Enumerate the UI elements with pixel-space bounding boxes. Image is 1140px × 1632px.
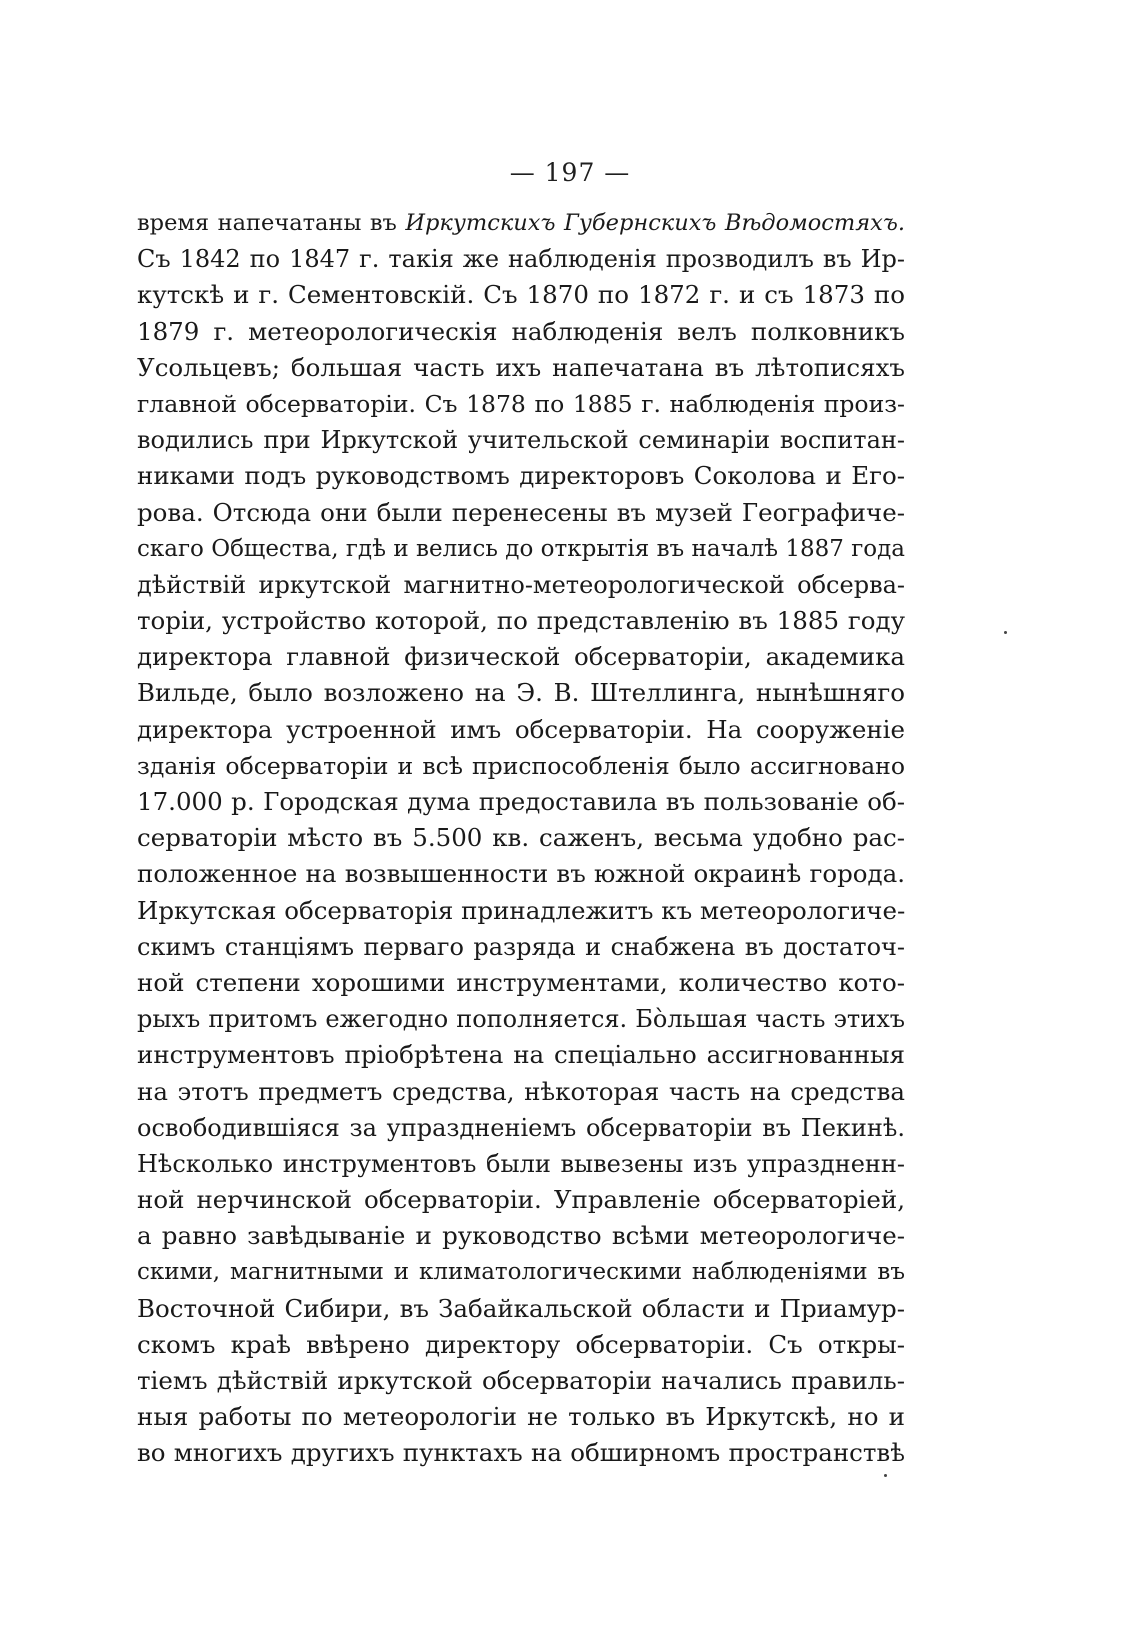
text-line: скимъ станціямъ перваго разряда и снабжена въ достаточ- — [137, 932, 905, 961]
text-line: директора устроенной имъ обсерваторіи. На сооруженіе — [137, 714, 905, 744]
text-line: зданія обсерваторіи и всѣ приспособленія было ассигновано — [137, 751, 905, 780]
text-line: водились при Иркутской учительской семинаріи воспитан- — [137, 426, 905, 455]
text-line: рова. Отсюда они были перенесены въ музей Географиче- — [137, 497, 905, 527]
text-line: Нѣсколько инструментовъ были вывезены изъ упраздненн- — [137, 1149, 905, 1178]
text-line: Усольцевъ; большая часть ихъ напечатана въ лѣтописяхъ — [137, 352, 905, 382]
text-line: кутскѣ и г. Сементовскій. Съ 1870 по 1872 г. и съ 1873 по — [137, 280, 905, 310]
text-line — [137, 205, 905, 241]
text-line: положенное на возвышенности въ южной окраинѣ города. — [137, 859, 905, 889]
text-line: на этотъ предметъ средства, нѣкоторая часть на средства — [137, 1076, 905, 1106]
text-line: торіи, устройство которой, по представленію въ 1885 году — [137, 606, 905, 636]
text-line: инструментовъ пріобрѣтена на спеціально ассигнованныя — [137, 1040, 905, 1070]
text-line: Иркутская обсерваторія принадлежитъ къ метеорологиче- — [137, 895, 906, 925]
text-line: Съ 1842 по 1847 г. такія же наблюденія прозводилъ въ Ир- — [137, 245, 905, 274]
text-line: ной степени хорошими инструментами, количество кото- — [137, 967, 905, 997]
text-line: тіемъ дѣйствій иркутской обсерваторіи начались правиль- — [137, 1366, 905, 1395]
text-line: рыхъ притомъ ежегодно пополняется. Бо̀льшая часть этихъ — [137, 1005, 905, 1034]
text-line: скими, магнитными и климатологическими наблюденіями въ — [137, 1259, 905, 1286]
body-text — [137, 205, 905, 1472]
text-line: дѣйствій иркутской магнитно-метеорологической обсерва- — [137, 570, 905, 599]
text-line: серваторіи мѣсто въ 5.500 кв. саженъ, весьма удобно рас- — [137, 823, 905, 853]
text-line: во многихъ другихъ пунктахъ на обширномъ пространствѣ — [137, 1438, 905, 1468]
text-line: скаго Общества, гдѣ и велись до открытія въ началѣ 1887 года — [137, 535, 905, 562]
text-line: директора главной физической обсерваторіи, академика — [137, 642, 905, 672]
text-line: главной обсерваторіи. Съ 1878 по 1885 г. наблюденія произ- — [137, 389, 905, 418]
text-line: освободившіяся за упраздненіемъ обсерваторіи въ Пекинѣ. — [137, 1113, 905, 1142]
scan-speck — [1004, 631, 1007, 634]
text-line: ныя работы по метеорологіи не только въ Иркутскѣ, но и — [137, 1402, 905, 1432]
scan-speck — [884, 1474, 887, 1477]
text-line: никами подъ руководствомъ директоровъ Соколова и Его- — [137, 461, 905, 491]
text-line: Вильде, было возложено на Э. В. Штеллинга, нынѣшняго — [137, 678, 905, 708]
text-line-plain: время напечатаны въ — [137, 210, 406, 236]
text-line: ной нерчинской обсерваторіи. Управленіе обсерваторіей, — [137, 1185, 905, 1215]
page-number: — 197 — — [509, 158, 631, 187]
text-line: скомъ краѣ ввѣрено директору обсерваторіи. Съ откры- — [137, 1329, 905, 1359]
text-line: а равно завѣдываніе и руководство всѣми метеорологиче- — [137, 1221, 905, 1251]
newspaper-title: Иркутскихъ Губернскихъ Вѣдомостяхъ. — [405, 210, 905, 236]
text-line: 1879 г. метеорологическія наблюденія велъ полковникъ — [137, 316, 905, 346]
text-line: Восточной Сибири, въ Забайкальской области и Приамур- — [137, 1293, 905, 1323]
text-line: 17.000 р. Городская дума предоставила въ пользованіе об- — [137, 787, 905, 816]
